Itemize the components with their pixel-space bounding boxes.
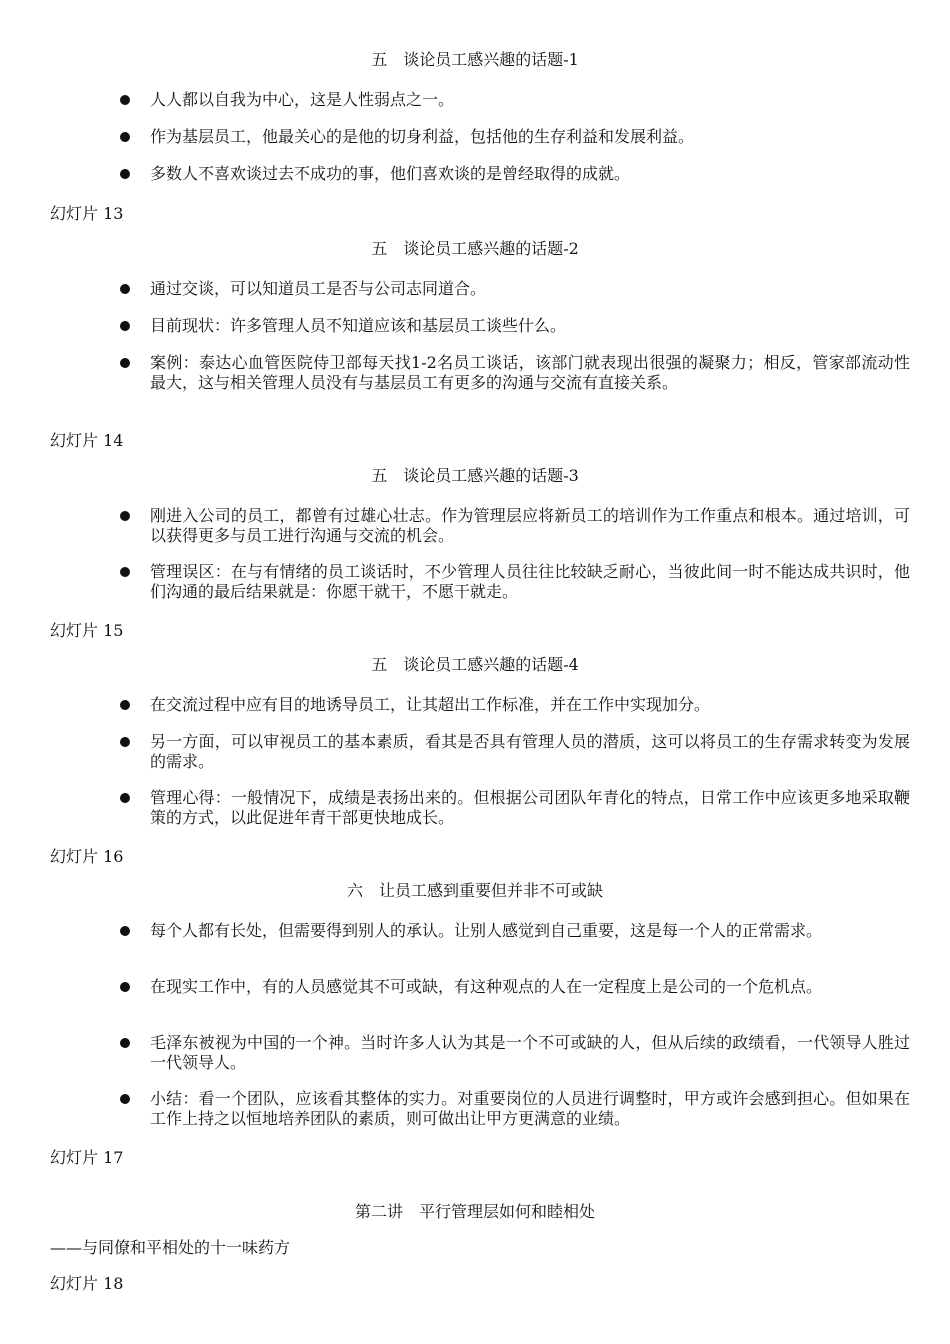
bullet-item <box>120 353 910 393</box>
bullet-text: 刚进入公司的员工，都曾有过雄心壮志。作为管理层应将新员工的培训作为工作重点和根本。通过培训，可以获得更多与员工进行沟通与交流的机会。 <box>150 506 910 545</box>
bullet-item <box>120 562 910 602</box>
bullet-item <box>120 1089 910 1129</box>
bullet-icon <box>120 982 130 992</box>
bullet-item <box>120 921 910 941</box>
section-title: 五 谈论员工感兴趣的话题-2 <box>371 239 579 258</box>
bullet-icon <box>120 1094 130 1104</box>
bullet-icon <box>120 737 130 747</box>
bullet-icon <box>120 132 130 142</box>
bullet-icon <box>120 567 130 577</box>
bullet-text: 每个人都有长处，但需要得到别人的承认。让别人感觉到自己重要，这是每一个人的正常需求。 <box>150 921 823 940</box>
bullet-icon <box>120 284 130 294</box>
bullet-item <box>120 977 910 997</box>
slide-label: 幻灯片 14 <box>50 431 124 450</box>
bullet-item <box>120 316 910 336</box>
bullet-icon <box>120 926 130 936</box>
section-title: 五 谈论员工感兴趣的话题-3 <box>371 466 579 485</box>
slide-label: 幻灯片 15 <box>50 621 124 640</box>
bullet-item <box>120 506 910 546</box>
bullet-text: 多数人不喜欢谈过去不成功的事，他们喜欢谈的是曾经取得的成就。 <box>150 164 631 183</box>
bullet-item <box>120 279 910 299</box>
bullet-text: 目前现状：许多管理人员不知道应该和基层员工谈些什么。 <box>150 316 567 335</box>
bullet-item <box>120 695 910 715</box>
section-title: 五 谈论员工感兴趣的话题-4 <box>371 655 579 674</box>
bullet-icon <box>120 511 130 521</box>
bullet-icon <box>120 95 130 105</box>
bullet-text: 作为基层员工，他最关心的是他的切身利益，包括他的生存利益和发展利益。 <box>150 127 695 146</box>
bullet-item <box>120 788 910 828</box>
bullet-text: 另一方面，可以审视员工的基本素质，看其是否具有管理人员的潜质，这可以将员工的生存需求转变为发展的需求。 <box>150 732 910 771</box>
bullet-text: 在交流过程中应有目的地诱导员工，让其超出工作标准，并在工作中实现加分。 <box>150 695 711 714</box>
bullet-icon <box>120 321 130 331</box>
slide-label: 幻灯片 18 <box>50 1274 124 1293</box>
bullet-item <box>120 90 910 110</box>
bullet-text: 案例：泰达心血管医院侍卫部每天找1-2名员工谈话，该部门就表现出很强的凝聚力；相反，管家部流动性最大，这与相关管理人员没有与基层员工有更多的沟通与交流有直接关系。 <box>150 353 910 392</box>
bullet-text: 管理误区：在与有情绪的员工谈话时，不少管理人员往往比较缺乏耐心，当彼此间一时不能达成共识时，他们沟通的最后结果就是：你愿干就干，不愿干就走。 <box>150 562 910 601</box>
bullet-icon <box>120 358 130 368</box>
section-title: 五 谈论员工感兴趣的话题-1 <box>371 50 579 69</box>
bullet-icon <box>120 793 130 803</box>
slide-label: 幻灯片 13 <box>50 204 124 223</box>
bullet-text: 通过交谈，可以知道员工是否与公司志同道合。 <box>150 279 487 298</box>
bullet-icon <box>120 1038 130 1048</box>
section-title: 六 让员工感到重要但并非不可或缺 <box>346 881 603 900</box>
bullet-item <box>120 164 910 184</box>
bullet-icon <box>120 169 130 179</box>
bullet-icon <box>120 700 130 710</box>
bullet-item <box>120 732 910 772</box>
slide-label: 幻灯片 16 <box>50 847 124 866</box>
slide-label: 幻灯片 17 <box>50 1148 124 1167</box>
bullet-text: 小结：看一个团队，应该看其整体的实力。对重要岗位的人员进行调整时，甲方或许会感到担心。但如果在工作上持之以恒地培养团队的素质，则可做出让甲方更满意的业绩。 <box>150 1089 910 1128</box>
bullet-text: 管理心得：一般情况下，成绩是表扬出来的。但根据公司团队年青化的特点，日常工作中应该更多地采取鞭策的方式，以此促进年青干部更快地成长。 <box>150 788 910 827</box>
bullet-item <box>120 127 910 147</box>
lecture-subtitle: ——与同僚和平相处的十一味药方 <box>50 1238 291 1257</box>
bullet-text: 人人都以自我为中心，这是人性弱点之一。 <box>150 90 455 109</box>
bullet-item <box>120 1033 910 1073</box>
bullet-text: 在现实工作中，有的人员感觉其不可或缺，有这种观点的人在一定程度上是公司的一个危机点。 <box>150 977 823 996</box>
lecture-title: 第二讲 平行管理层如何和睦相处 <box>354 1202 595 1221</box>
bullet-text: 毛泽东被视为中国的一个神。当时许多人认为其是一个不可或缺的人，但从后续的政绩看，一代领导人胜过一代领导人。 <box>150 1033 910 1072</box>
